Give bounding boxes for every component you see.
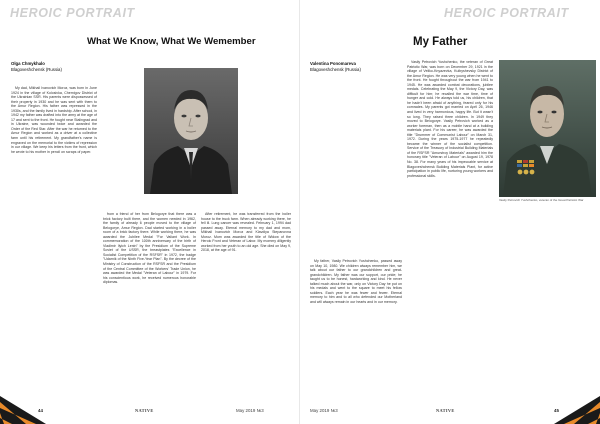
page-number: 45 [554,408,559,413]
byline [310,61,400,72]
article-paragraph: from a friend of her from Belogorye that there was a brick factory built there, and the women needed in 1962, the family of already 6 people moved to the village of Belogorye, Amur Region. Dad started working in a boiler room of a brick factory there. While working there, he was awarded the Jubilee Medal "For Valiant Work. In commemoration of the 100th anniversary of the birth of Vladimir Ilyich Lenin" by the Presidium of the Supreme Soviet of the USSR, the breastplates "Excellence in Socialist Competition of the RSFSR" in 1972, the badge "Udarnik of the Ninth Five-Year Plan". By the decree of the Ministry of Construction of the RSFSR and the Presidium of the Central Committee of the Workers' Trade Union, he was awarded the Medal "Veteran of Labour" in 1979. For his conscientious work, he received numerous honorable diplomas. [103,212,196,285]
section-header: HEROIC PORTRAIT [10,6,135,20]
author-location: Blagoveshchensk (Russia) [11,66,62,72]
right-page [300,0,600,424]
article-paragraph: After retirement, he was transferred from the boiler house to the truck farm. When already working there, he fell ill. Lung cancer was revealed. February 1, 1994 dad passed away. Eternal memory to my dad and mom, Mikhail Ivanovich Moroz and Klavdiya Stepanovna Moroz. Mom was awarded the title of Widow of the Heroic Front and Veteran of Labor. My mommy diligently worked from her youth to an old age. She died on May 9, 2018, at the age of 91. [201,212,291,253]
article-column-2 [103,212,196,398]
article-column-3 [201,212,291,398]
section-header: HEROIC PORTRAIT [444,6,569,20]
article-column-1 [11,86,97,398]
st-george-ribbon-decoration [0,382,60,424]
article-column-2 [310,259,402,398]
article-column-1 [407,60,493,398]
article-headline: My Father [413,36,468,48]
veteran-photo [499,60,596,197]
magazine-logo: NATIVE [135,408,154,413]
page-number: 44 [38,408,43,413]
magazine-logo: NATIVE [436,408,455,413]
author-name: Olga Chmykhalo [11,61,45,66]
byline [11,61,62,72]
author-name: Valentina Ponomareva [310,61,356,66]
photo-caption: Vasily Petrovich Yushchenko, veteran of the Great Patriotic War [499,198,584,202]
article-paragraph: My dad, Mikhail Ivanovich Moroz, was born in June 1924 in the village of Kolosivka, Chernigov District of the Ukrainian SSR. His parents were dispossessed of their property in 1930 and he was sent with them to the Amur Region. His father was repressed in the 1930s, and the family lived in hardship. After school, in 1942 my father was drafted into the army at the age of 17 and sent to the front. He fought near Stalingrad and in Ukraine, was wounded twice and awarded the Order of the Red Star. After the war he returned to the Amur Region and worked as a driver at a collective farm until his retirement. My grandfather's name is engraved on the memorial to the victims of repression in our village. We keep his letters from the front, which he wrote to his mother in pencil on scraps of paper. [11,86,97,154]
issue-date: May 2019 №3 [310,408,338,413]
author-location: Blagoveshchensk (Russia) [310,66,361,72]
portrait-illustration [144,68,238,194]
st-george-ribbon-decoration [540,382,600,424]
portrait-photo [144,68,238,194]
issue-date: May 2019 №3 [236,408,264,413]
veteran-illustration [499,60,596,197]
article-paragraph: My father, Vasily Petrovich Yushchenko, passed away on May 10, 1980. We children always remember him, we talk about our father to our grandchildren and great-grandchildren. My father was our support, our pride; he taught us to be honest, hardworking and kind. He never talked much about the war, only on Victory Day he put on his medals and went to the square to meet his fellow soldiers. Each year he was fewer and fewer. Eternal memory to him and to all who defended our Motherland and will always remain in our hearts and in our memory. [310,259,402,304]
article-headline: What We Know, What We Wemember [87,36,256,47]
article-paragraph: Vasily Petrovich Yushchenko, the veteran of Great Patriotic War, was born on December 29, 1921 in the village of Veliko-Knyazevka, Kuibyshevsky District of the Amur Region. He was very young when he went to the front. He fought throughout the war from 1941 to 1945. He was awarded combat decorations, jubilee medals. Celebrating the May 9, the Victory Day, was difficult for him; he recalled the war time, time of hunger and cold. He always told us, his children, that he hadn't been afraid of anything, feared only for his comrades. My parents got married on April 26, 1946 and lived in very harmonious, happy life. But it wasn't so long. They raised three children. In 1949 they moved to Belogorye. Vasily Petrovich worked as a worker foreman, then as a mobile hand at a building materials plant. For his career, he was awarded the title "Drummer of Communist Labour" on March 31, 1972. During the years 1975-1977 he repeatedly became the winner of the socialist competition. Service of the Treasury of Industrial Building Materials of the RSFSR "Amurstroy Materials" awarded him the honorary title "Veteran of Labour" on August 19, 1978 No. 38. For many years of his impeccable service at Blagoveshchensk Building Materials Plant, for active participation in public life, nurturing young workers and professional skills. [407,60,493,178]
